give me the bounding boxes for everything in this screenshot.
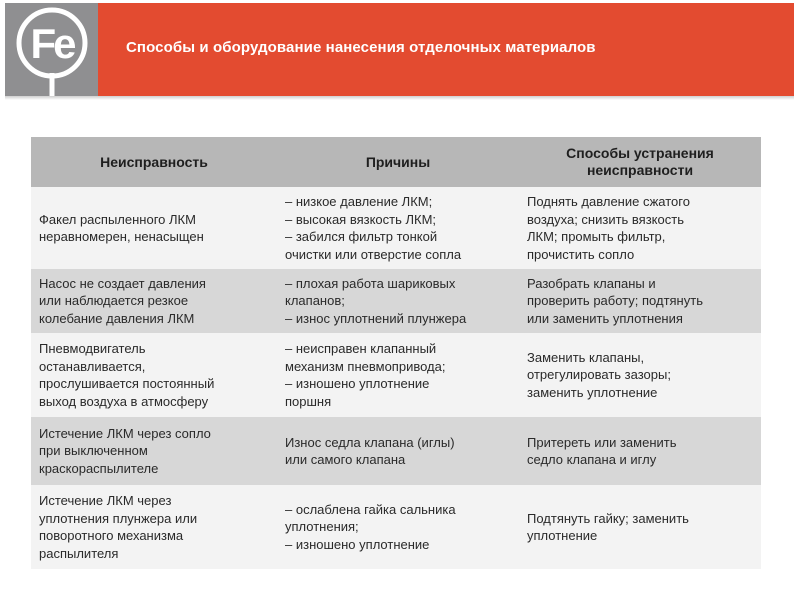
causes-cell: – низкое давление ЛКМ; – высокая вязкость ЛКМ; – забился фильтр тонкой очистки или отверстие сопла	[277, 187, 519, 269]
page-title: Способы и оборудование нанесения отделочных материалов	[126, 39, 596, 56]
causes-cell: – плохая работа шариковых клапанов; – износ уплотнений плунжера	[277, 269, 519, 333]
fix-cell: Подтянуть гайку; заменить уплотнение	[519, 485, 761, 569]
fault-cell: Истечение ЛКМ через сопло при выключенном краскораспылителе	[31, 417, 277, 485]
table-row	[31, 333, 761, 417]
title-bar	[98, 3, 794, 96]
fault-table	[31, 137, 761, 569]
header-causes: Причины	[277, 137, 519, 187]
causes-cell: – ослаблена гайка сальника уплотнения; – изношено уплотнение	[277, 485, 519, 569]
logo	[5, 3, 98, 96]
header-shadow	[5, 96, 794, 100]
fix-cell: Заменить клапаны, отрегулировать зазоры; заменить уплотнение	[519, 333, 761, 417]
fix-cell: Поднять давление сжатого воздуха; снизить вязкость ЛКМ; промыть фильтр, прочистить сопло	[519, 187, 761, 269]
header-fault: Неисправность	[31, 137, 277, 187]
slide-header	[0, 0, 794, 100]
table-row	[31, 269, 761, 333]
table-row	[31, 187, 761, 269]
fault-cell: Истечение ЛКМ через уплотнения плунжера или поворотного механизма распылителя	[31, 485, 277, 569]
fe-logo-icon	[5, 3, 98, 96]
table-row	[31, 417, 761, 485]
causes-cell: – неисправен клапанный механизм пневмопривода; – изношено уплотнение поршня	[277, 333, 519, 417]
logo-text: Fe	[30, 20, 74, 67]
fault-cell: Факел распыленного ЛКМ неравномерен, ненасыщен	[31, 187, 277, 269]
fault-cell: Пневмодвигатель останавливается, прослушивается постоянный выход воздуха в атмосферу	[31, 333, 277, 417]
fix-cell: Притереть или заменить седло клапана и иглу	[519, 417, 761, 485]
table-header-row	[31, 137, 761, 187]
header-fix: Способы устранения неисправности	[519, 137, 761, 187]
fix-cell: Разобрать клапаны и проверить работу; подтянуть или заменить уплотнения	[519, 269, 761, 333]
fault-cell: Насос не создает давления или наблюдается резкое колебание давления ЛКМ	[31, 269, 277, 333]
causes-cell: Износ седла клапана (иглы) или самого клапана	[277, 417, 519, 485]
table-row	[31, 485, 761, 569]
